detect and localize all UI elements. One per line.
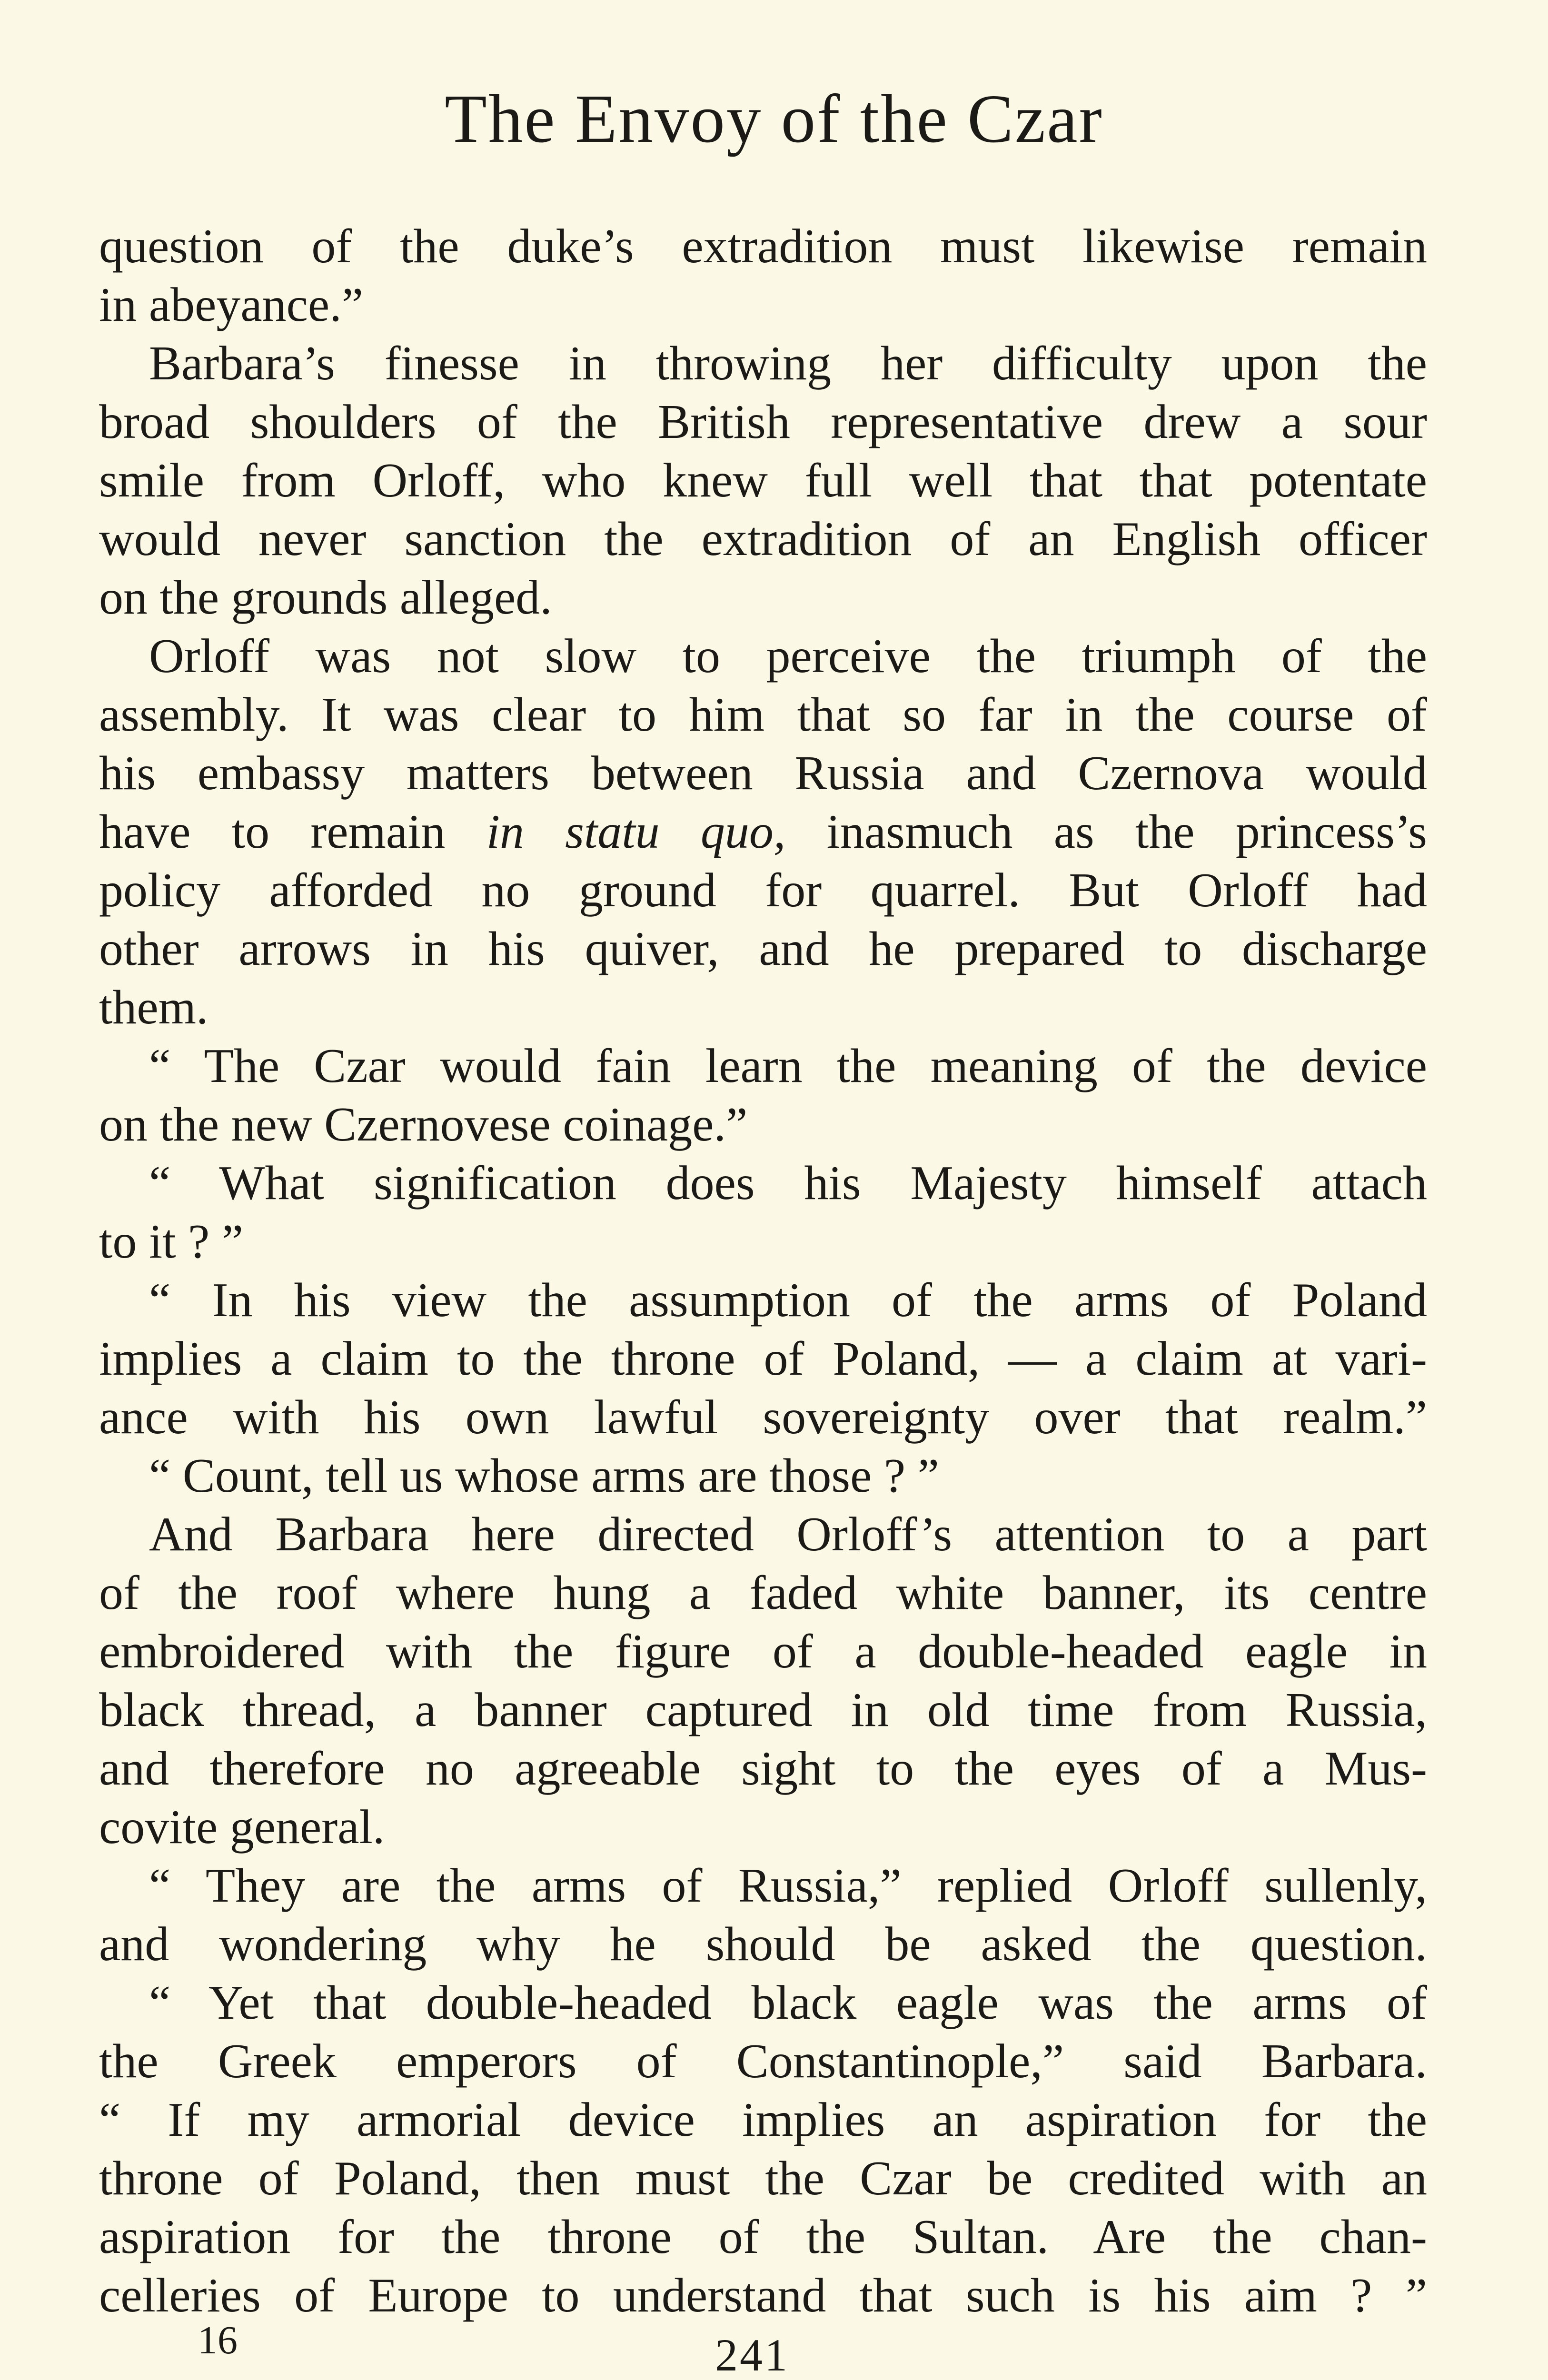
text-line: question of the duke’s extradition must likewise remain (99, 219, 1427, 273)
text-line: broad shoulders of the British representative drew a sour (99, 395, 1427, 449)
text-line: to it ? ” (99, 1215, 244, 1269)
text-line: smile from Orloff, who knew full well that that potentate (99, 454, 1427, 507)
text-line: Orloff was not slow to perceive the triumph of the (149, 629, 1427, 683)
text-line: policy afforded no ground for quarrel. But Orloff had (99, 863, 1427, 917)
text-line: covite general. (99, 1800, 385, 1854)
text-line: And Barbara here directed Orloff’s attention to a part (149, 1507, 1427, 1561)
text-line: on the new Czernovese coinage.” (99, 1098, 748, 1151)
text-line: the Greek emperors of Constantinople,” said Barbara. (99, 2034, 1427, 2088)
text-line: ance with his own lawful sovereignty over that realm.” (99, 1390, 1427, 1444)
text-line: “ They are the arms of Russia,” replied Orloff sullenly, (149, 1859, 1427, 1913)
text-line (99, 803, 1427, 861)
text-line: Barbara’s finesse in throwing her difficulty upon the (149, 337, 1427, 390)
text-line: “ What signification does his Majesty himself attach (149, 1156, 1427, 1210)
text-line: throne of Poland, then must the Czar be credited with an (99, 2152, 1427, 2205)
italic-phrase: in statu quo, (486, 805, 786, 859)
signature-mark: 16 (198, 2318, 238, 2362)
page-number: 241 (715, 2330, 789, 2380)
page-title: The Envoy of the Czar (445, 81, 1103, 157)
text-line: on the grounds alleged. (99, 571, 552, 625)
text-line: celleries of Europe to understand that such is his aim ? ” (99, 2269, 1427, 2322)
body-text (99, 217, 1427, 2325)
text-line: and wondering why he should be asked the question. (99, 1917, 1427, 1971)
text-line: of the roof where hung a faded white banner, its centre (99, 1566, 1427, 1620)
text-line: them. (99, 981, 208, 1034)
text-line: his embassy matters between Russia and Czernova would (99, 746, 1427, 800)
text-line: would never sanction the extradition of an English officer (99, 512, 1427, 566)
text-line: and therefore no agreeable sight to the eyes of a Mus- (99, 1742, 1427, 1795)
text-line: “ The Czar would fain learn the meaning of the device (149, 1039, 1427, 1093)
text-segment: have to remain (99, 805, 486, 859)
text-line: “ Count, tell us whose arms are those ? ” (149, 1449, 939, 1503)
text-line: “ If my armorial device implies an aspiration for the (99, 2093, 1427, 2147)
text-line: aspiration for the throne of the Sultan. Are the chan- (99, 2210, 1427, 2264)
text-line: assembly. It was clear to him that so far in the course of (99, 688, 1427, 742)
text-line: other arrows in his quiver, and he prepared to discharge (99, 922, 1427, 976)
text-line: embroidered with the figure of a double-headed eagle in (99, 1625, 1427, 1678)
text-line: in abeyance.” (99, 278, 363, 332)
text-line: “ In his view the assumption of the arms of Poland (149, 1273, 1427, 1327)
text-line: implies a claim to the throne of Poland, — a claim at vari- (99, 1332, 1427, 1386)
text-line: “ Yet that double-headed black eagle was the arms of (149, 1976, 1427, 2030)
text-line: black thread, a banner captured in old time from Russia, (99, 1683, 1427, 1737)
text-segment: inasmuch as the princess’s (785, 805, 1427, 859)
